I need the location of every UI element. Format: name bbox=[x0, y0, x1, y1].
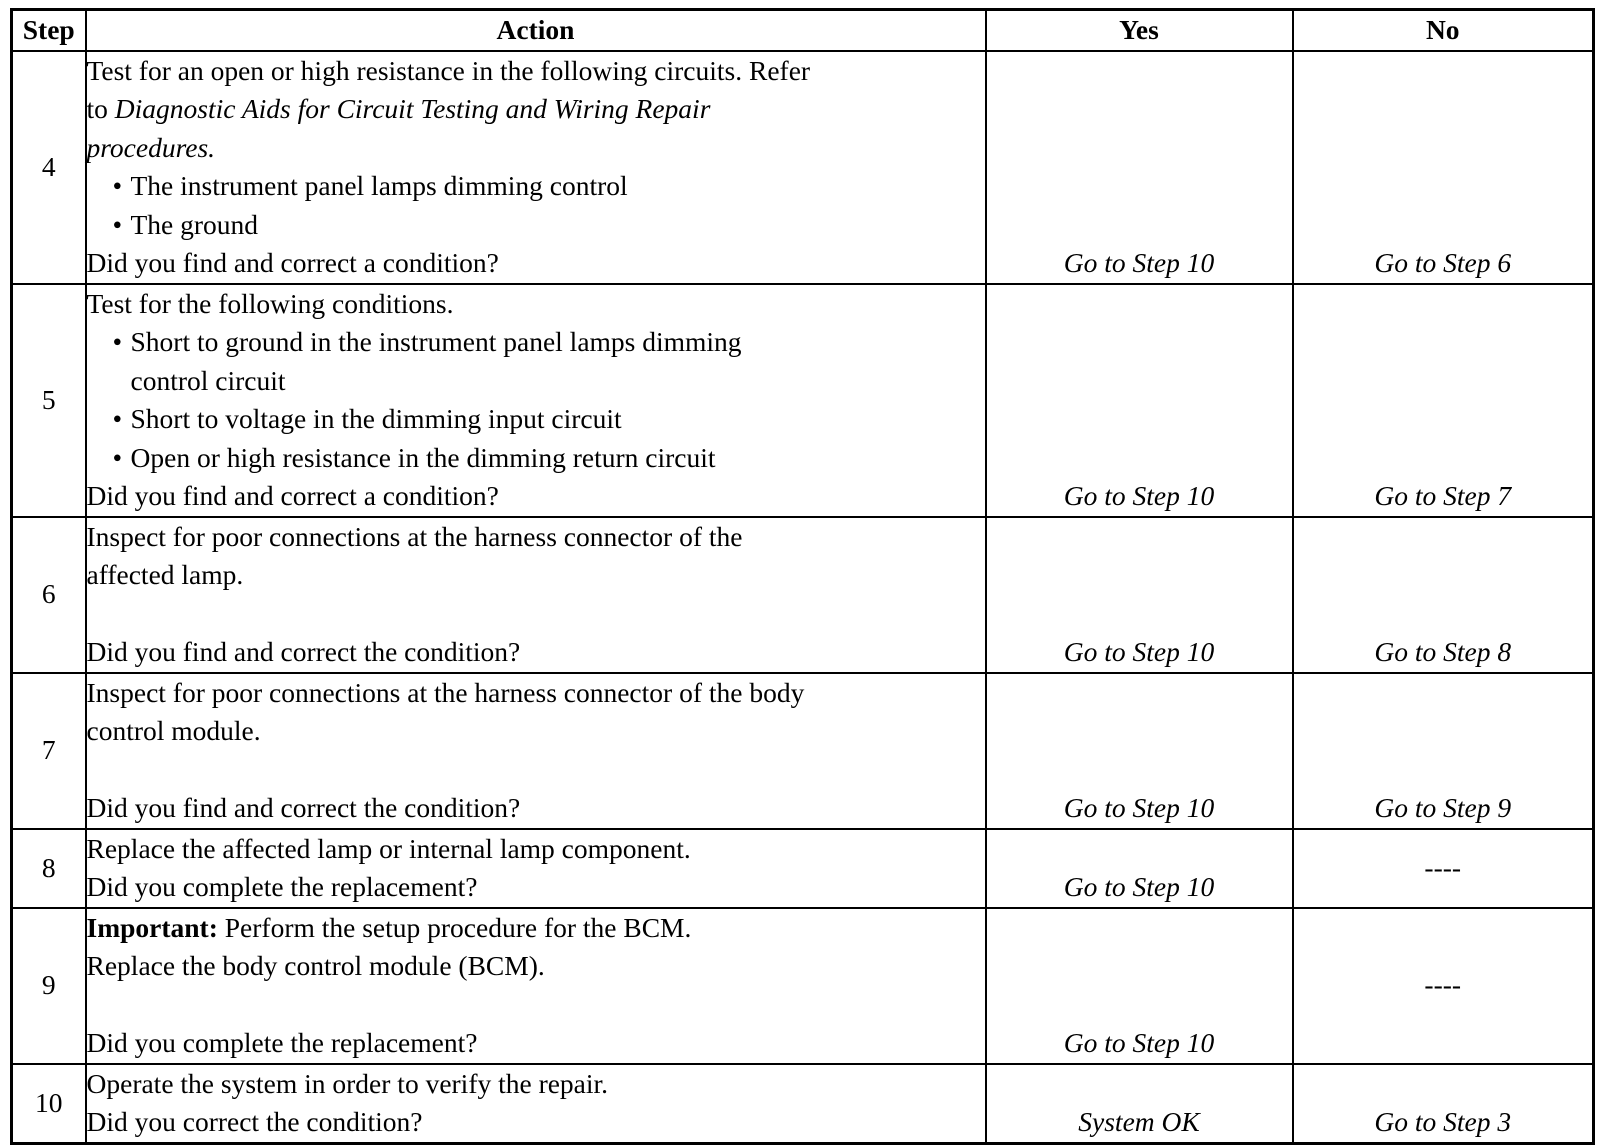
question-text: Did you find and correct a condition? bbox=[86, 247, 499, 278]
action-text: Replace the body control module (BCM). bbox=[86, 950, 545, 981]
question-text: Did you find and correct the condition? bbox=[86, 792, 521, 823]
no-result: ---- bbox=[1293, 829, 1594, 908]
step-number: 5 bbox=[12, 284, 86, 517]
action-text: Inspect for poor connections at the harness connector of the bbox=[86, 520, 743, 552]
no-result: Go to Step 6 bbox=[1293, 51, 1594, 284]
action-text: Test for an open or high resistance in the following circuits. Refer bbox=[86, 54, 811, 86]
action-text-plain: to bbox=[86, 93, 115, 124]
header-no: No bbox=[1293, 10, 1594, 51]
no-result: ---- bbox=[1293, 908, 1594, 1064]
spacer bbox=[87, 751, 985, 790]
table-row bbox=[12, 1064, 1594, 1144]
step-number: 10 bbox=[12, 1064, 86, 1144]
action-text: Test for the following conditions. bbox=[86, 287, 454, 319]
question-text: Did you complete the replacement? bbox=[86, 1027, 478, 1058]
list-item bbox=[113, 323, 985, 400]
action-cell bbox=[86, 908, 986, 1064]
step-number: 7 bbox=[12, 673, 86, 829]
step-number: 8 bbox=[12, 829, 86, 908]
step-number: 9 bbox=[12, 908, 86, 1064]
spacer bbox=[87, 595, 985, 634]
action-cell bbox=[86, 284, 986, 517]
header-action: Action bbox=[86, 10, 986, 51]
spacer bbox=[87, 986, 985, 1025]
no-result: Go to Step 7 bbox=[1293, 284, 1594, 517]
question-text: Did you find and correct the condition? bbox=[86, 636, 521, 667]
table-row bbox=[12, 51, 1594, 284]
yes-result: System OK bbox=[986, 1064, 1293, 1144]
yes-result: Go to Step 10 bbox=[986, 517, 1293, 673]
diagnostic-table bbox=[10, 8, 1595, 1145]
action-cell bbox=[86, 673, 986, 829]
table-row bbox=[12, 908, 1594, 1064]
action-cell bbox=[86, 51, 986, 284]
list-item-text: • Short to ground in the instrument panel lamps dimming bbox=[130, 326, 742, 357]
header-step: Step bbox=[12, 10, 86, 51]
list-item: • The instrument panel lamps dimming control bbox=[113, 167, 985, 206]
important-label: Important: bbox=[86, 911, 218, 943]
action-text: Replace the affected lamp or internal lamp component. bbox=[86, 832, 691, 864]
yes-result: Go to Step 10 bbox=[986, 673, 1293, 829]
yes-result: Go to Step 10 bbox=[986, 829, 1293, 908]
no-result: Go to Step 8 bbox=[1293, 517, 1594, 673]
important-note bbox=[87, 909, 985, 948]
yes-result: Go to Step 10 bbox=[986, 51, 1293, 284]
no-result: Go to Step 9 bbox=[1293, 673, 1594, 829]
bullet-list bbox=[87, 323, 985, 477]
reference-link-text: Diagnostic Aids for Circuit Testing and Wiring Repair bbox=[114, 93, 711, 124]
table-row bbox=[12, 284, 1594, 517]
reference-link-text: procedures. bbox=[86, 131, 216, 163]
action-text: Operate the system in order to verify the repair. bbox=[86, 1067, 609, 1099]
bullet-list bbox=[87, 167, 985, 244]
action-text: control module. bbox=[86, 715, 261, 746]
list-item-text: control circuit bbox=[130, 364, 286, 396]
action-cell bbox=[86, 1064, 986, 1144]
step-number: 4 bbox=[12, 51, 86, 284]
action-text: Inspect for poor connections at the harness connector of the body bbox=[86, 676, 805, 708]
list-item: • Short to voltage in the dimming input circuit bbox=[113, 400, 985, 439]
action-cell bbox=[86, 829, 986, 908]
question-text: Did you complete the replacement? bbox=[86, 871, 478, 902]
yes-result: Go to Step 10 bbox=[986, 908, 1293, 1064]
yes-result: Go to Step 10 bbox=[986, 284, 1293, 517]
no-result: Go to Step 3 bbox=[1293, 1064, 1594, 1144]
header-yes: Yes bbox=[986, 10, 1293, 51]
list-item: • Open or high resistance in the dimming return circuit bbox=[113, 439, 985, 478]
header-row bbox=[12, 10, 1594, 51]
table-row bbox=[12, 673, 1594, 829]
important-text: Perform the setup procedure for the BCM. bbox=[217, 911, 692, 943]
action-text: affected lamp. bbox=[86, 559, 244, 590]
action-text bbox=[87, 90, 985, 129]
list-item: • The ground bbox=[113, 206, 985, 245]
question-text: Did you find and correct a condition? bbox=[86, 480, 499, 511]
step-number: 6 bbox=[12, 517, 86, 673]
question-text: Did you correct the condition? bbox=[86, 1106, 423, 1137]
action-cell bbox=[86, 517, 986, 673]
table-row bbox=[12, 829, 1594, 908]
table-row bbox=[12, 517, 1594, 673]
